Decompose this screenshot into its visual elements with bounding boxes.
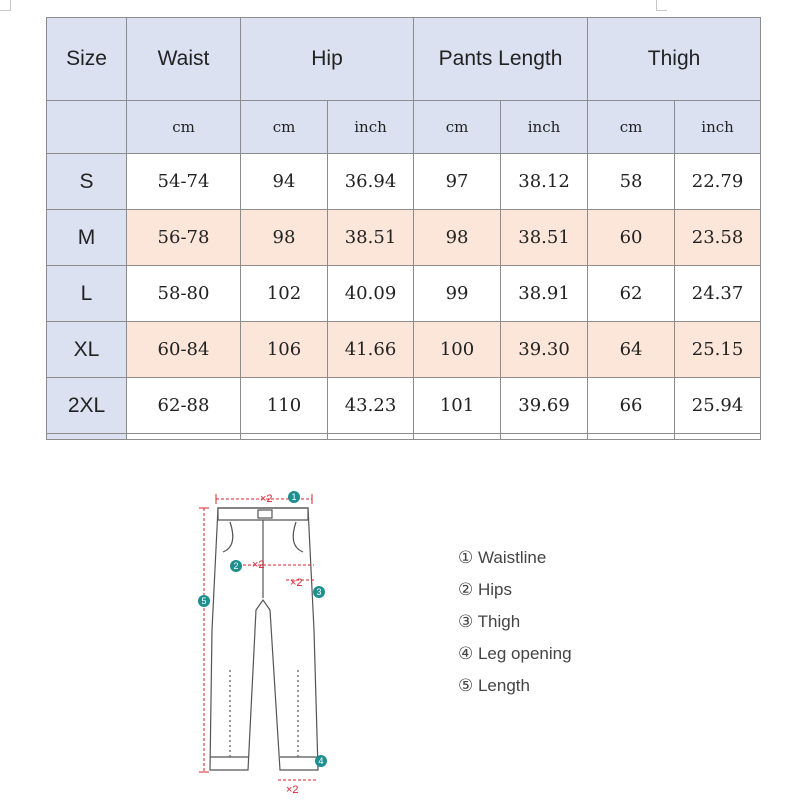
hip-inch-cell: 38.51 [328,210,414,266]
size-cell: 2XL [47,378,127,434]
marker-1-label: 1 [291,492,297,502]
thigh-cm-cell: 62 [588,266,675,322]
length-inch-cell: 39.30 [501,322,588,378]
unit-cell-empty [47,101,127,154]
table-row [47,322,761,378]
page-corner-mark [0,0,11,11]
size-chart-table [46,17,761,440]
table-row [47,378,761,434]
length-cm-cell: 100 [414,322,501,378]
hip-cm-cell: 106 [241,322,328,378]
thigh-inch-cell: 24.37 [675,266,761,322]
pants-outline-icon [210,508,318,770]
multiplier-label: ×2 [290,577,303,589]
length-cm-cell: 97 [414,154,501,210]
multiplier-label: ×2 [260,493,273,505]
hip-inch-cell: 41.66 [328,322,414,378]
unit-cell: cm [241,101,328,154]
header-thigh: Thigh [588,18,761,101]
multiplier-label: ×2 [286,784,299,796]
table-units-row [47,101,761,154]
hip-cm-cell: 98 [241,210,328,266]
unit-cell: cm [414,101,501,154]
length-inch-cell: 38.91 [501,266,588,322]
marker-5-label: 5 [201,596,207,606]
hip-inch-cell: 43.23 [328,378,414,434]
table-row [47,154,761,210]
legend-item-hips: ② Hips [458,580,512,599]
unit-cell: cm [127,101,241,154]
size-cell: L [47,266,127,322]
thigh-cm-cell: 66 [588,378,675,434]
header-waist: Waist [127,18,241,101]
header-pants-length: Pants Length [414,18,588,101]
legend-item-leg-opening: ④ Leg opening [458,644,572,663]
table-row [47,210,761,266]
unit-cell: inch [328,101,414,154]
marker-3-label: 3 [316,587,322,597]
page-corner-mark [656,0,667,11]
measurement-legend [458,545,572,705]
multiplier-label: ×2 [252,559,265,571]
length-inch-cell: 38.12 [501,154,588,210]
unit-cell: inch [675,101,761,154]
header-size: Size [47,18,127,101]
table-row [47,266,761,322]
length-inch-cell: 39.69 [501,378,588,434]
size-cell: XL [47,322,127,378]
thigh-cm-cell: 60 [588,210,675,266]
length-cm-cell: 99 [414,266,501,322]
unit-cell: cm [588,101,675,154]
legend-item-thigh: ③ Thigh [458,612,521,631]
marker-2-label: 2 [233,561,239,571]
waist-cell: 60-84 [127,322,241,378]
thigh-cm-cell: 64 [588,322,675,378]
thigh-inch-cell: 23.58 [675,210,761,266]
thigh-inch-cell: 22.79 [675,154,761,210]
marker-4-label: 4 [318,756,324,766]
thigh-inch-cell: 25.15 [675,322,761,378]
waist-cell: 62-88 [127,378,241,434]
size-cell: S [47,154,127,210]
thigh-cm-cell: 58 [588,154,675,210]
waist-cell: 56-78 [127,210,241,266]
table-tail-row [47,434,761,440]
legend-item-waistline: ① Waistline [458,548,547,567]
size-cell: M [47,210,127,266]
length-inch-cell: 38.51 [501,210,588,266]
pants-measurement-diagram [190,480,340,800]
waist-cell: 54-74 [127,154,241,210]
legend-item-length: ⑤ Length [458,676,530,695]
table-header-row [47,18,761,101]
hip-inch-cell: 36.94 [328,154,414,210]
length-cm-cell: 101 [414,378,501,434]
hip-cm-cell: 110 [241,378,328,434]
hip-cm-cell: 94 [241,154,328,210]
unit-cell: inch [501,101,588,154]
waist-cell: 58-80 [127,266,241,322]
hip-cm-cell: 102 [241,266,328,322]
header-hip: Hip [241,18,414,101]
length-cm-cell: 98 [414,210,501,266]
hip-inch-cell: 40.09 [328,266,414,322]
thigh-inch-cell: 25.94 [675,378,761,434]
